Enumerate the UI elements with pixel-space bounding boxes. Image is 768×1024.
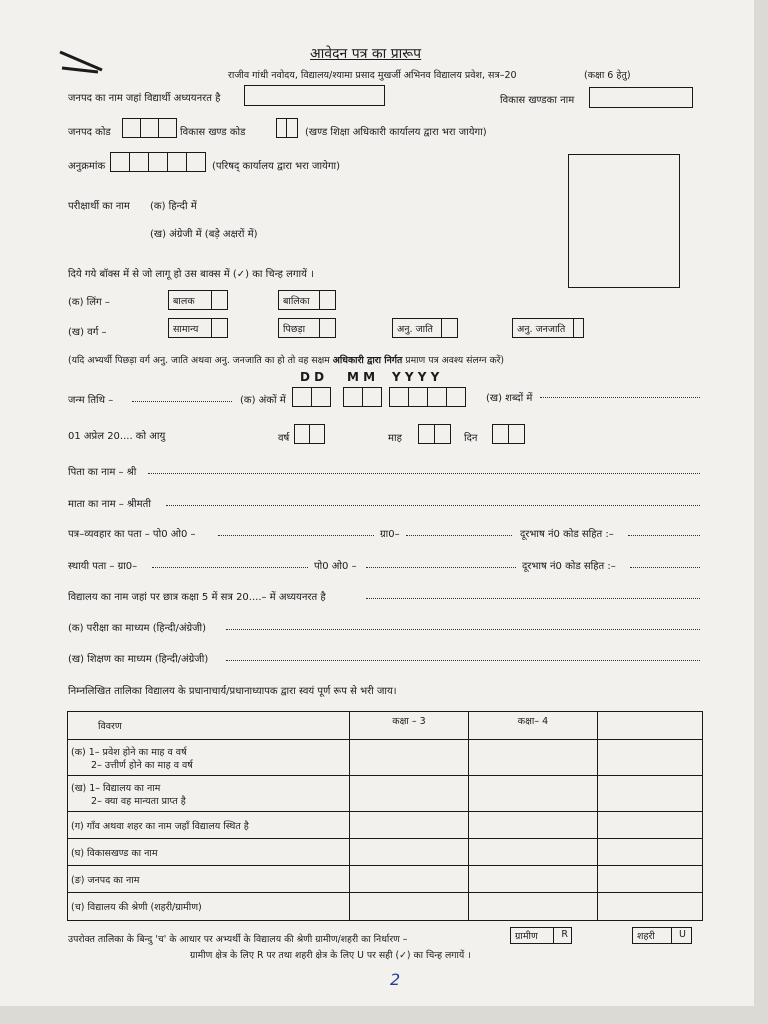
tick-box[interactable]	[573, 318, 583, 338]
age-day-cell[interactable]	[508, 424, 525, 444]
table-header: कक्षा– 4	[469, 712, 598, 740]
table-header: विवरण	[68, 712, 350, 740]
corner-mark	[58, 48, 106, 77]
table-row	[68, 839, 703, 866]
teaching-medium-label: (ख) शिक्षण का माध्यम (हिन्दी/अंग्रेजी)	[68, 654, 209, 665]
table-cell[interactable]	[469, 866, 598, 893]
gender-option-girl[interactable]	[278, 290, 336, 310]
footer-line1: उपरोक्त तालिका के बिन्दु 'च' के आधार पर अभ्यर्थी के विद्यालय की श्रेणी ग्रामीण/शहरी का निर्धारण –	[68, 934, 408, 945]
dob-month-cell[interactable]	[362, 387, 382, 407]
roll-cell[interactable]	[186, 152, 206, 172]
category-option-general[interactable]	[168, 318, 228, 338]
class-note: (कक्षा 6 हेतु)	[584, 70, 631, 81]
urban-option[interactable]	[632, 927, 692, 944]
table-cell[interactable]	[350, 740, 469, 776]
mother-label: माता का नाम – श्रीमती	[68, 499, 151, 510]
block-code-label: विकास खण्ड कोड	[180, 127, 246, 138]
urban-divider	[671, 928, 672, 943]
block-code-note: (खण्ड शिक्षा अधिकारी कार्यालय द्वारा भरा जायेगा)	[305, 127, 487, 138]
form-title: आवेदन पत्र का प्रारूप	[310, 46, 422, 62]
age-month-cell[interactable]	[434, 424, 451, 444]
corr-village-label: ग्रा0–	[380, 529, 400, 540]
table-row	[68, 740, 703, 776]
gender-option-label: बालक	[173, 296, 195, 307]
mother-line[interactable]	[166, 505, 700, 506]
school-line[interactable]	[366, 598, 700, 599]
block-label: विकास खण्डका नाम	[500, 95, 575, 106]
dob-month-cell[interactable]	[343, 387, 363, 407]
category-option-label: पिछड़ा	[283, 324, 306, 335]
dob-label: जन्म तिथि –	[68, 395, 114, 406]
certificate-note-text: (यदि अभ्यर्थी पिछड़ा वर्ग अनु. जाति अथवा अनु. जनजाति का हो तो वह सक्षम	[68, 355, 333, 366]
corr-phone-label: दूरभाष नं0 कोड सहित :–	[520, 529, 614, 540]
perm-phone-line[interactable]	[630, 567, 700, 568]
table-row	[68, 812, 703, 839]
district-code-cell[interactable]	[122, 118, 141, 138]
category-option-label: सामान्य	[173, 324, 199, 335]
age-year-label: वर्ष	[278, 433, 290, 444]
table-cell[interactable]	[598, 776, 703, 812]
dob-words-line[interactable]	[540, 397, 700, 398]
tick-box[interactable]	[441, 318, 457, 338]
table-cell[interactable]	[598, 740, 703, 776]
date-format-day: D D	[300, 370, 325, 384]
table-row-label: (ग) गाँव अथवा शहर का नाम जहाँ विद्यालय स्थित है	[68, 812, 350, 839]
footer-line2: ग्रामीण क्षेत्र के लिए R पर तथा शहरी क्षेत्र के लिए U पर सही (✓) का चिन्ह लगायें ।	[190, 950, 471, 961]
rural-divider	[553, 928, 554, 943]
school-label: विद्यालय का नाम जहां पर छात्र कक्षा 5 में सत्र 20....– में अध्ययनरत है	[68, 592, 326, 603]
dob-words-label: (ख) शब्दों में	[486, 393, 533, 404]
category-option-st[interactable]	[512, 318, 584, 338]
table-cell[interactable]	[598, 893, 703, 921]
dob-year-cell[interactable]	[389, 387, 409, 407]
date-format-month: M M	[347, 370, 376, 384]
candidate-name-label: परीक्षार्थी का नाम	[68, 201, 130, 212]
gender-option-boy[interactable]	[168, 290, 228, 310]
dob-day-cell[interactable]	[292, 387, 312, 407]
rural-label: ग्रामीण	[515, 931, 538, 942]
form-subtitle: राजीव गांधी नवोदय, विद्यालय/श्यामा प्रसाद मुखर्जी अभिनव विद्यालय प्रवेश, सत्र–20	[228, 70, 517, 81]
exam-medium-label: (क) परीक्षा का माध्यम (हिन्दी/अंग्रेजी)	[68, 623, 207, 634]
certificate-note-text: प्रमाण पत्र अवश्य संलग्न करें)	[402, 355, 505, 366]
urban-code: U	[679, 929, 686, 940]
block-field[interactable]	[589, 87, 693, 108]
age-month-label: माह	[388, 433, 402, 444]
row-line: 2– उत्तीर्ण होने का माह व वर्ष	[91, 759, 193, 771]
table-cell[interactable]	[350, 776, 469, 812]
table-cell[interactable]	[469, 893, 598, 921]
name-hindi-label: (क) हिन्दी में	[150, 201, 197, 212]
tick-box[interactable]	[211, 290, 227, 310]
category-option-label: अनु. जाति	[397, 324, 433, 335]
dob-line[interactable]	[132, 401, 232, 402]
table-cell[interactable]	[350, 893, 469, 921]
category-label: (ख) वर्ग –	[68, 327, 107, 338]
age-day-cell[interactable]	[492, 424, 509, 444]
dob-year-cell[interactable]	[427, 387, 447, 407]
table-cell[interactable]	[350, 866, 469, 893]
table-row	[68, 893, 703, 921]
category-option-obc[interactable]	[278, 318, 336, 338]
row-line: 2– क्या वह मान्यता प्राप्त है	[91, 795, 186, 807]
perm-phone-label: दूरभाष नं0 कोड सहित :–	[522, 561, 616, 572]
name-english-label: (ख) अंग्रेजी में (बड़े अक्षरों में)	[150, 229, 258, 240]
table-cell[interactable]	[469, 812, 598, 839]
perm-village-line[interactable]	[152, 567, 308, 568]
table-cell[interactable]	[350, 812, 469, 839]
father-line[interactable]	[148, 473, 700, 474]
roll-cell[interactable]	[167, 152, 187, 172]
table-cell[interactable]	[469, 839, 598, 866]
corr-village-line[interactable]	[406, 535, 512, 536]
table-row-label: (ङ) जनपद का नाम	[68, 866, 350, 893]
tick-box[interactable]	[319, 318, 335, 338]
table-cell[interactable]	[350, 839, 469, 866]
district-label: जनपद का नाम जहां विद्यार्थी अध्ययनरत है	[68, 93, 221, 104]
right-page-edge	[754, 0, 768, 1024]
dob-year-cell[interactable]	[408, 387, 428, 407]
table-header-row	[68, 712, 703, 740]
table-header: कक्षा – 3	[350, 712, 469, 740]
table-header	[598, 712, 703, 740]
block-code-cell[interactable]	[286, 118, 298, 138]
corr-po-line[interactable]	[218, 535, 374, 536]
page-number: 2	[390, 970, 401, 989]
corr-phone-line[interactable]	[628, 535, 700, 536]
dob-digits-label: (क) अंकों में	[240, 395, 286, 406]
tick-instruction: दिये गये बॉक्स में से जो लागू हो उस बाक्स में (✓) का चिन्ह लगायें ।	[68, 269, 314, 280]
dob-day-cell[interactable]	[311, 387, 331, 407]
table-cell[interactable]	[598, 839, 703, 866]
age-day-label: दिन	[464, 433, 478, 444]
exam-medium-line[interactable]	[226, 629, 700, 630]
perm-address-label: स्थायी पता – ग्रा0–	[68, 561, 138, 572]
table-row	[68, 776, 703, 812]
tick-box[interactable]	[211, 318, 227, 338]
category-option-sc[interactable]	[392, 318, 458, 338]
rural-code: R	[561, 929, 568, 940]
table-row-label	[68, 776, 350, 812]
roll-cell[interactable]	[129, 152, 149, 172]
row-line: (ख) 1– विद्यालय का नाम	[71, 782, 161, 794]
roll-note: (परिषद् कार्यालय द्वारा भरा जायेगा)	[212, 161, 340, 172]
roll-cell[interactable]	[148, 152, 168, 172]
perm-po-label: पो0 ओ0 –	[314, 561, 357, 572]
gender-option-label: बालिका	[283, 296, 310, 307]
district-field[interactable]	[244, 85, 385, 106]
roll-label: अनुक्रमांक	[68, 161, 106, 172]
age-month-cell[interactable]	[418, 424, 435, 444]
tick-box[interactable]	[319, 290, 335, 310]
corr-address-label: पत्र–व्यवहार का पता – पो0 ओ0 –	[68, 529, 196, 540]
urban-label: शहरी	[637, 931, 655, 942]
age-year-cell[interactable]	[294, 424, 310, 444]
father-label: पिता का नाम – श्री	[68, 467, 137, 478]
age-label: 01 अप्रेल 20.... को आयु	[68, 431, 166, 442]
perm-po-line[interactable]	[366, 567, 516, 568]
age-year-cell[interactable]	[309, 424, 325, 444]
bottom-page-edge	[0, 1006, 768, 1024]
table-row	[68, 866, 703, 893]
table-cell[interactable]	[469, 776, 598, 812]
table-cell[interactable]	[598, 812, 703, 839]
table-instruction: निम्नलिखित तालिका विद्यालय के प्रधानाचार्य/प्रधानाध्यापक द्वारा स्वयं पूर्ण रूप से भरी जाय।	[68, 686, 397, 697]
roll-cell[interactable]	[110, 152, 130, 172]
table-cell[interactable]	[469, 740, 598, 776]
certificate-note	[68, 353, 504, 366]
school-details-table	[67, 711, 703, 921]
rural-option[interactable]	[510, 927, 572, 944]
table-cell[interactable]	[598, 866, 703, 893]
row-line: (क) 1– प्रवेश होने का माह व वर्ष	[71, 746, 187, 758]
district-code-label: जनपद कोड	[68, 127, 111, 138]
table-row-label	[68, 740, 350, 776]
table-row-label: (घ) विकासखण्ड का नाम	[68, 839, 350, 866]
photo-box[interactable]	[568, 154, 680, 288]
dob-year-cell[interactable]	[446, 387, 466, 407]
certificate-note-bold: अधिकारी द्वारा निर्गत	[332, 355, 403, 366]
district-code-cell[interactable]	[158, 118, 177, 138]
table-row-label: (च) विद्यालय की श्रेणी (शहरी/ग्रामीण)	[68, 893, 350, 921]
district-code-cell[interactable]	[140, 118, 159, 138]
category-option-label: अनु. जनजाति	[517, 324, 566, 335]
date-format-year: Y Y Y Y	[392, 370, 440, 384]
gender-label: (क) लिंग –	[68, 297, 110, 308]
teaching-medium-line[interactable]	[226, 660, 700, 661]
